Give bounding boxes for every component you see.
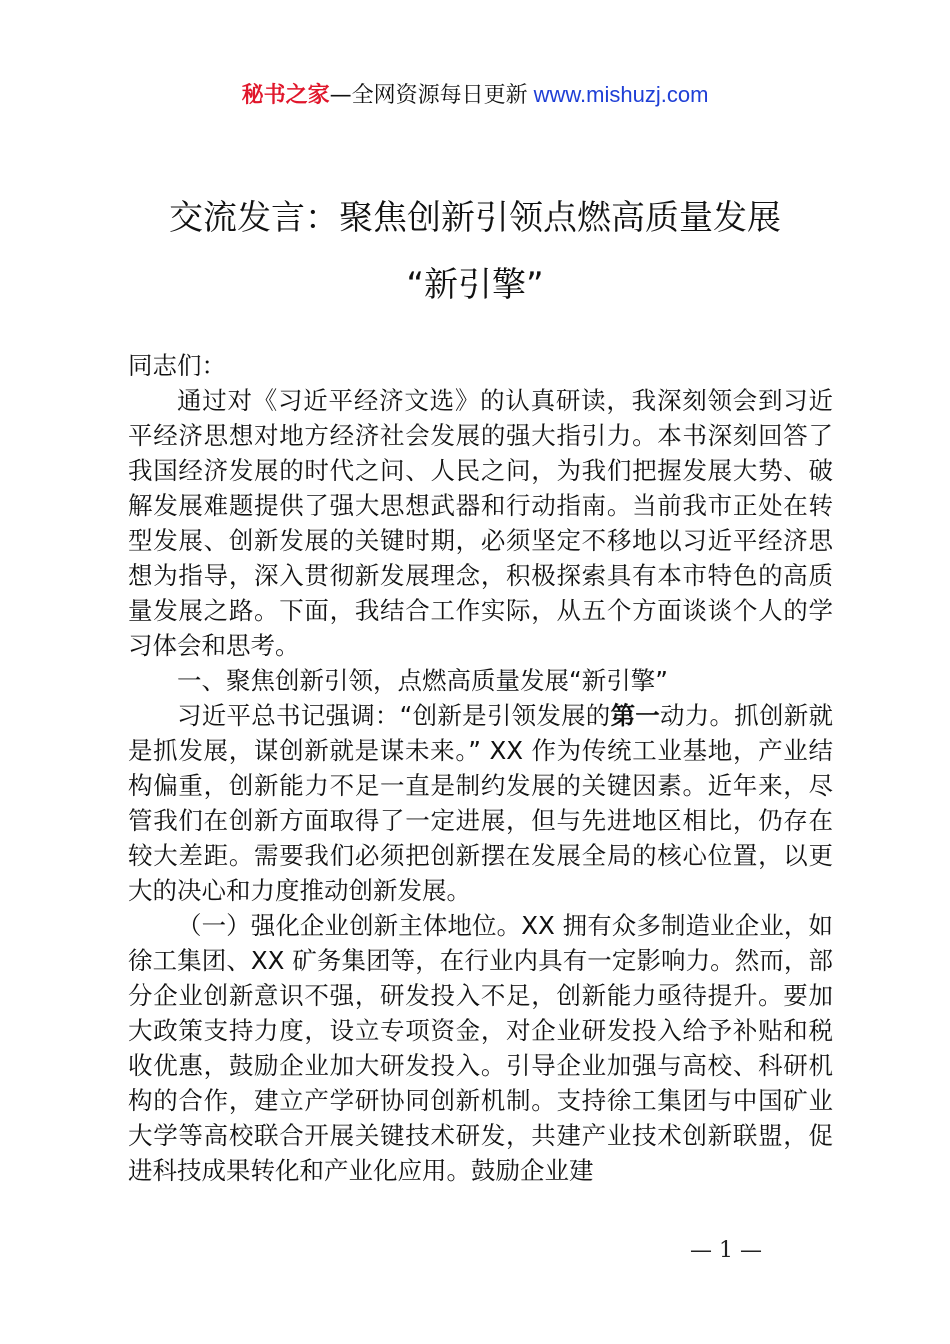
site-url-link[interactable]: www.mishuzj.com (533, 82, 709, 107)
paragraph-intro: 通过对《习近平经济文选》的认真研读，我深刻领会到习近平经济思想对地方经济社会发展的强大指引力。本书深刻回答了我国经济发展的时代之问、人民之问，为我们把握发展大势、破解发展难题提供了强大思想武器和行动指南。当前我市正处在转型发展、创新发展的关键时期，必须坚定不移地以习近平经济思想为指导，深入贯彻新发展理念，积极探索具有本市特色的高质量发展之路。下面，我结合工作实际，从五个方面谈谈个人的学习体会和思考。 (128, 386, 833, 660)
page-number: — 1 — (690, 1238, 762, 1263)
site-header (0, 78, 950, 113)
paragraph-innovation-part-2: 动力。抓创新就是抓发展，谋创新就是谋未来。” XX 作为传统工业基地，产业结构偏重，创新能力不足一直是制约发展的关键因素。近年来，尽管我们在创新方面取得了一定进展，但与先进地区相比，仍存在较大差距。需要我们必须把创新摆在发展全局的核心位置，以更大的决心和力度推动创新发展。 (128, 701, 833, 905)
paragraph-innovation (128, 698, 833, 908)
header-tagline: 全网资源每日更新 (351, 83, 528, 108)
section-heading-1: 一、聚焦创新引领，点燃高质量发展“新引擎” (177, 666, 668, 695)
document-title-line-1: 交流发言：聚焦创新引领点燃高质量发展 (169, 198, 781, 238)
emphasis-first: 第一 (610, 701, 661, 730)
document-title-line-2: “新引擎” (406, 265, 544, 305)
document-body (128, 348, 833, 1188)
site-brand: 秘书之家 (241, 83, 330, 108)
paragraph-enterprise: （一）强化企业创新主体地位。XX 拥有众多制造业企业，如徐工集团、XX 矿务集团等，在行业内具有一定影响力。然而，部分企业创新意识不强，研发投入不足，创新能力亟待提升。要加大政策支持力度，设立专项资金，对企业研发投入给予补贴和税收优惠，鼓励企业加大研发投入。引导企业加强与高校、科研机构的合作，建立产学研协同创新机制。支持徐工集团与中国矿业大学等高校联合开展关键技术研发，共建产业技术创新联盟，促进科技成果转化和产业化应用。鼓励企业建 (128, 911, 833, 1185)
paragraph-innovation-part-1: 习近平总书记强调：“创新是引领发展的 (177, 701, 611, 730)
salutation: 同志们： (128, 351, 226, 380)
header-dash: — (329, 83, 352, 108)
